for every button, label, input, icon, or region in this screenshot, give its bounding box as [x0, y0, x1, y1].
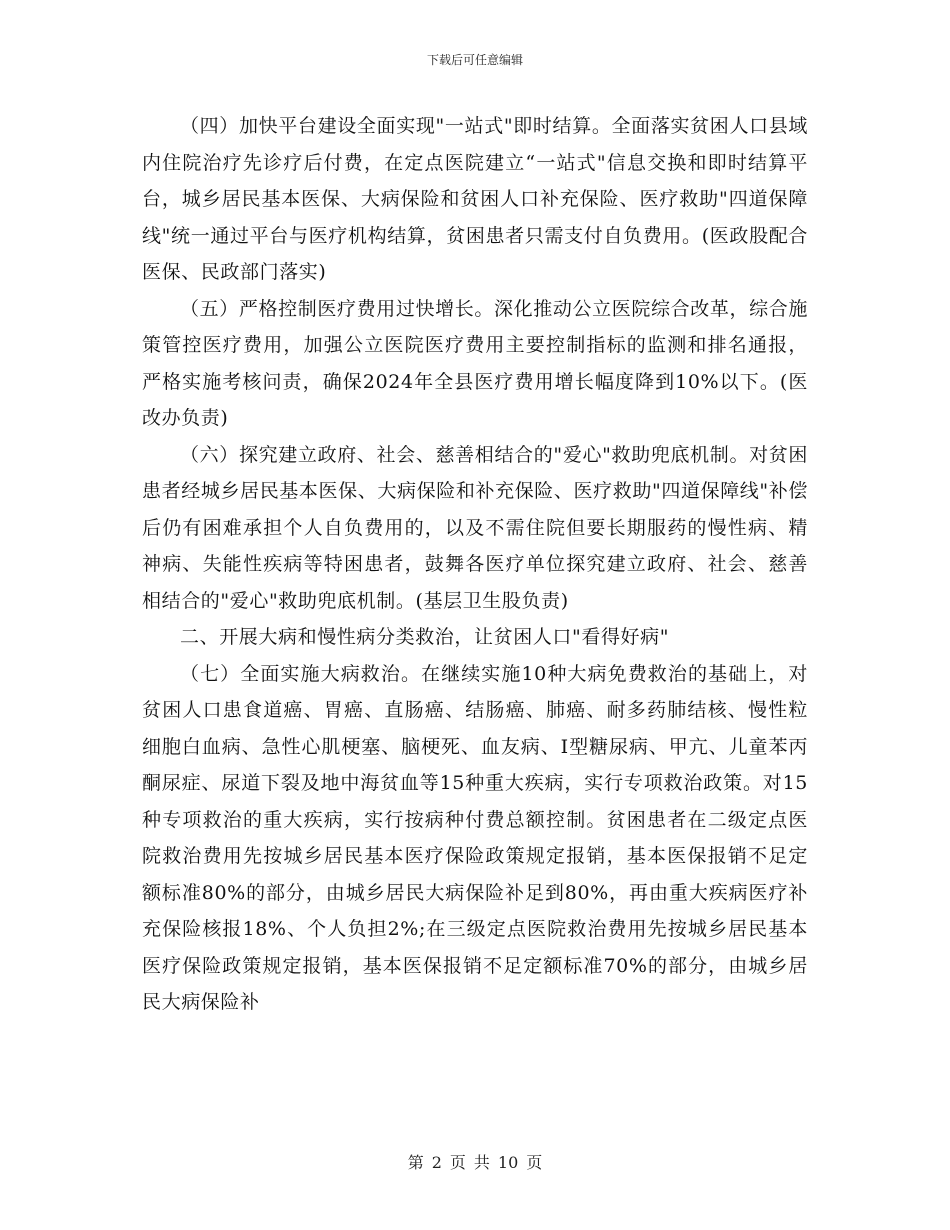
- page-footer: [0, 1153, 950, 1173]
- paragraph-5: （五）严格控制医疗费用过快增长。深化推动公立医院综合改革，综合施策管控医疗费用，加强公立医院医疗费用主要控制指标的监测和排名通报，严格实施考核问责，确保2024年全县医疗费用增长幅度降到10%以下。(医改办负责): [142, 297, 808, 429]
- footer-page-unit: 页: [449, 1153, 466, 1172]
- paragraph-6: （六）探究建立政府、社会、慈善相结合的"爱心"救助兜底机制。对贫困患者经城乡居民基本医保、大病保险和补充保险、医疗救助"四道保障线"补偿后仍有困难承担个人自负费用的，以及不需住院但要长期服药的慢性病、精神病、失能性疾病等特困患者，鼓舞各医疗单位探究建立政府、社会、慈善相结合的"爱心"救助兜底机制。(基层卫生股负责): [142, 443, 808, 612]
- paragraph-7: （七）全面实施大病救治。在继续实施10种大病免费救治的基础上，对贫困人口患食道癌、胃癌、直肠癌、结肠癌、肺癌、耐多药肺结核、慢性粒细胞白血病、急性心肌梗塞、脑梗死、血友病、Ⅰ型糖尿病、甲亢、儿童苯丙酮尿症、尿道下裂及地中海贫血等15种重大疾病，实行专项救治政策。对15种专项救治的重大疾病，实行按病种付费总额控制。贫困患者在二级定点医院救治费用先按城乡居民基本医疗保险政策规定报销，基本医保报销不足定额标准80%的部分，由城乡居民大病保险补足到80%，再由重大疾病医疗补充保险核报18%、个人负担2%;在三级定点医院救治费用先按城乡居民基本医疗保险政策规定报销，基本医保报销不足定额标准70%的部分，由城乡居民大病保险补: [142, 662, 808, 1013]
- page-number: 2: [431, 1153, 442, 1172]
- footer-total-prefix: 共: [473, 1153, 490, 1172]
- footer-prefix: 第: [407, 1153, 424, 1172]
- page-header: 下载后可任意编辑: [426, 53, 523, 67]
- section-heading-2: 二、开展大病和慢性病分类救治，让贫困人口"看得好病": [180, 626, 670, 648]
- document-body: [142, 108, 808, 1021]
- footer-total-unit: 页: [526, 1153, 543, 1172]
- total-pages: 10: [497, 1153, 519, 1172]
- paragraph-4: （四）加快平台建设全面实现"一站式"即时结算。全面落实贫困人口县域内住院治疗先诊疗后付费，在定点医院建立“一站式"信息交换和即时结算平台，城乡居民基本医保、大病保险和贫困人口补充保险、医疗救助"四道保障线"统一通过平台与医疗机构结算，贫困患者只需支付自负费用。(医政股配合医保、民政部门落实): [142, 115, 808, 283]
